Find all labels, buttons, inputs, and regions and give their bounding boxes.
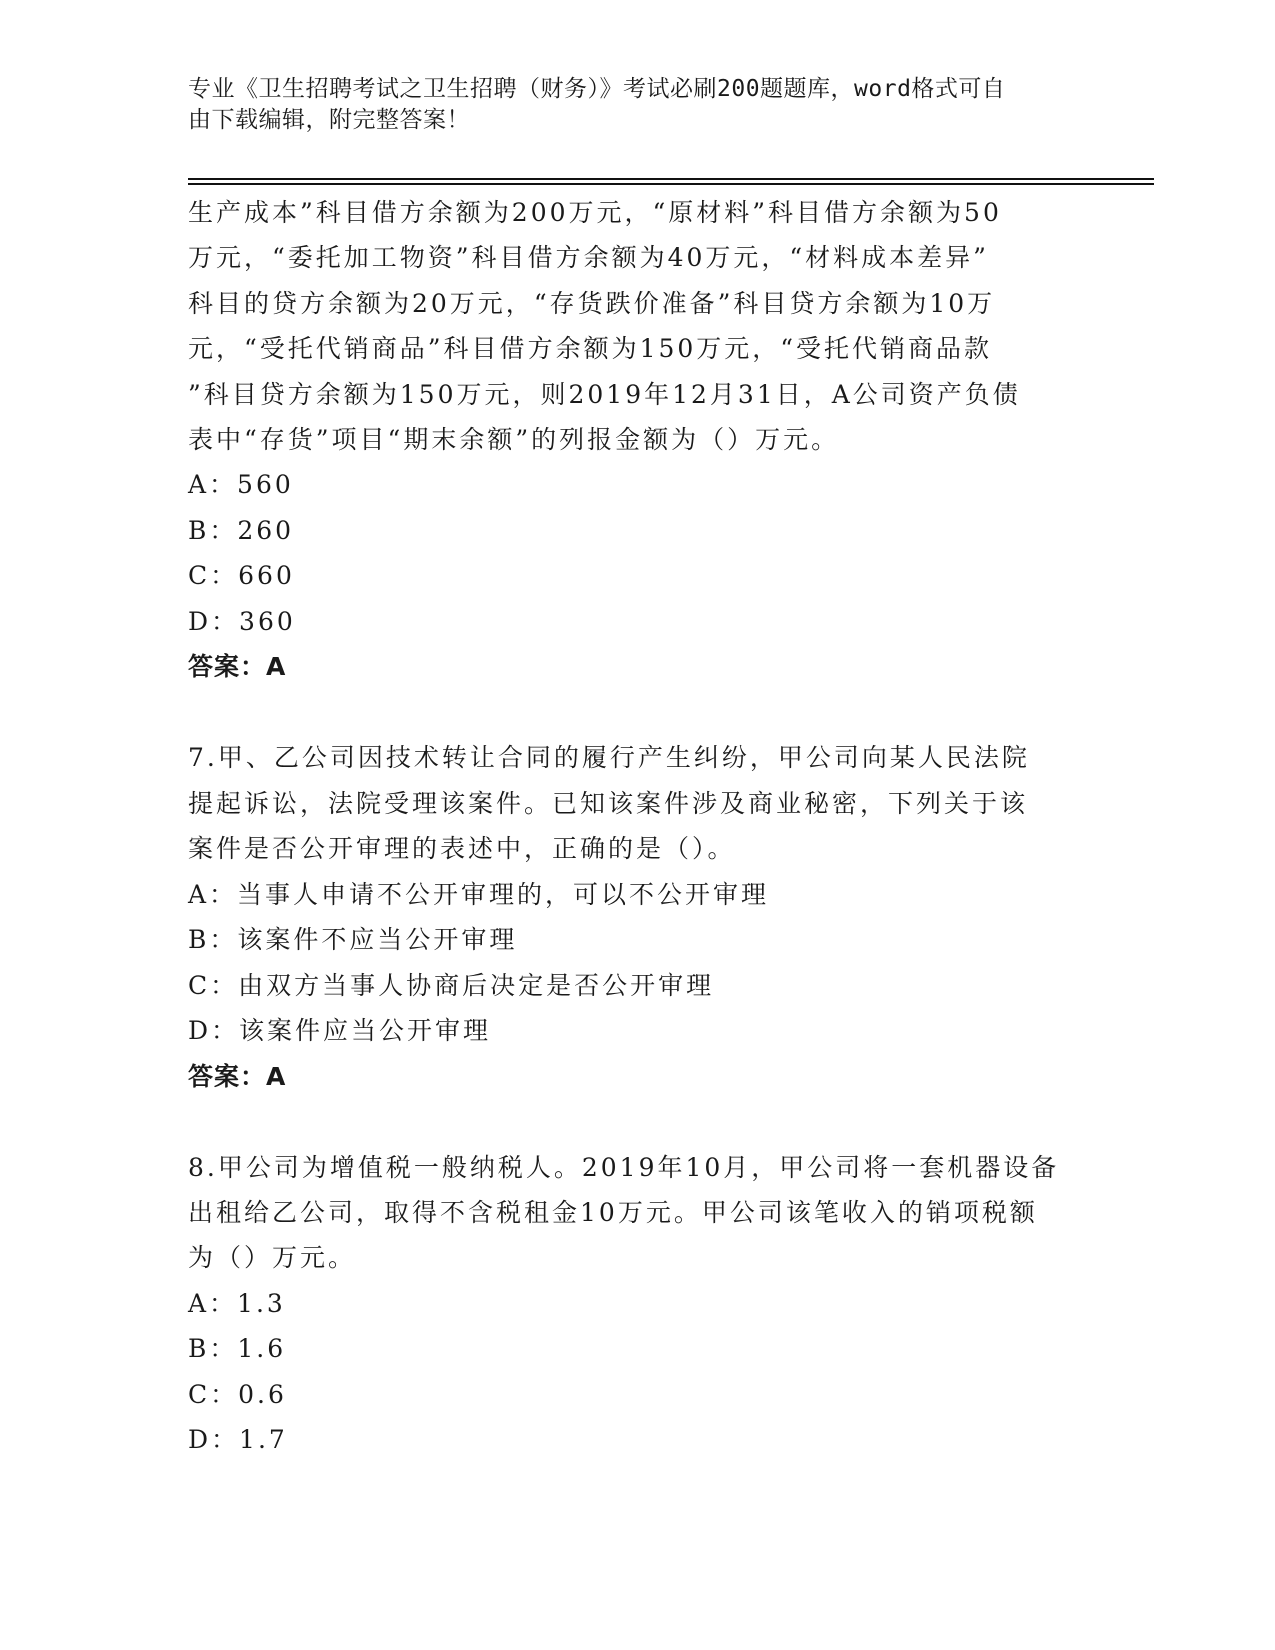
answer: 答案：A [188, 1061, 287, 1091]
option-a: A：当事人申请不公开审理的，可以不公开审理 [188, 879, 770, 909]
question-stem-line: ”科目贷方余额为150万元，则2019年12月31日，A公司资产负债 [188, 379, 1021, 409]
header-line-2: 由下载编辑，附完整答案！ [188, 107, 470, 133]
document-header [188, 74, 1068, 136]
option-b: B：该案件不应当公开审理 [188, 925, 518, 955]
header-line-1: 专业《卫生招聘考试之卫生招聘（财务）》考试必刷200题题库，word格式可自 [188, 76, 1006, 102]
spacer [188, 1099, 1088, 1145]
question-6 [188, 190, 1088, 690]
option-d: D：360 [188, 606, 296, 636]
option-c: C：由双方当事人协商后决定是否公开审理 [188, 970, 715, 1000]
question-stem-line: 表中“存货”项目“期末余额”的列报金额为（）万元。 [188, 425, 840, 455]
header-divider-bottom [188, 183, 1154, 185]
question-8 [188, 1145, 1088, 1463]
question-stem-line: 提起诉讼，法院受理该案件。已知该案件涉及商业秘密，下列关于该 [188, 788, 1029, 818]
question-content [188, 190, 1088, 1463]
question-stem-line: 8.甲公司为增值税一般纳税人。2019年10月，甲公司将一套机器设备 [188, 1152, 1060, 1182]
question-stem-line: 元，“受托代销商品”科目借方余额为150万元，“受托代销商品款 [188, 334, 993, 364]
option-d: D：该案件应当公开审理 [188, 1016, 492, 1046]
question-stem-line: 万元，“委托加工物资”科目借方余额为40万元，“材料成本差异” [188, 243, 989, 273]
option-b: B：1.6 [188, 1334, 287, 1364]
answer: 答案：A [188, 652, 287, 682]
option-c: C：0.6 [188, 1379, 287, 1409]
question-stem-line: 科目的贷方余额为20万元，“存货跌价准备”科目贷方余额为10万 [188, 288, 996, 318]
question-stem-line: 7.甲、乙公司因技术转让合同的履行产生纠纷，甲公司向某人民法院 [188, 743, 1030, 773]
question-stem-line: 为（）万元。 [188, 1243, 357, 1273]
question-stem-line: 案件是否公开审理的表述中，正确的是（）。 [188, 834, 736, 864]
question-stem-line: 生产成本”科目借方余额为200万元，“原材料”科目借方余额为50 [188, 198, 1002, 227]
option-b: B：260 [188, 515, 295, 545]
option-c: C：660 [188, 561, 295, 591]
option-d: D：1.7 [188, 1425, 288, 1455]
option-a: A：560 [188, 470, 294, 500]
spacer [188, 690, 1088, 736]
question-7 [188, 735, 1088, 1099]
option-a: A：1.3 [188, 1288, 286, 1318]
header-divider-top [188, 178, 1154, 180]
question-stem-line: 出租给乙公司，取得不含税租金10万元。甲公司该笔收入的销项税额 [188, 1198, 1038, 1228]
